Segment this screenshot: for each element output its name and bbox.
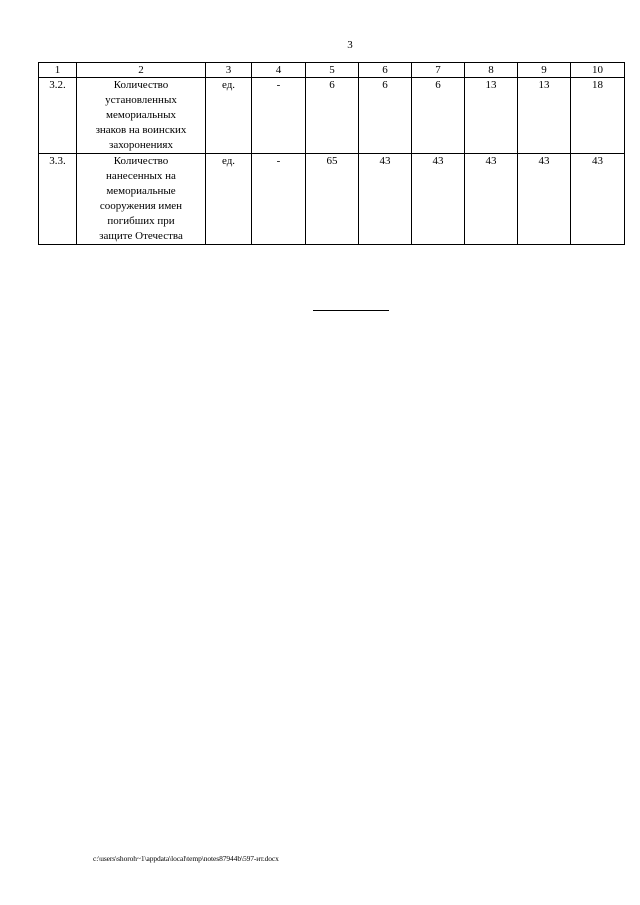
data-table <box>38 62 625 245</box>
row-number: 3.3. <box>39 154 77 245</box>
table-row <box>39 78 625 154</box>
unit-cell: ед. <box>206 78 252 154</box>
value-cell: 43 <box>412 154 465 245</box>
description-line: знаков на воинских <box>95 124 187 136</box>
value-cell: 65 <box>306 154 359 245</box>
column-number: 8 <box>465 63 518 78</box>
value-cell: 43 <box>518 154 571 245</box>
column-number: 9 <box>518 63 571 78</box>
row-number: 3.2. <box>39 78 77 154</box>
value-cell: 18 <box>571 78 625 154</box>
unit-cell: ед. <box>206 154 252 245</box>
footer-file-path: c:\users\shoroh~1\appdata\local\temp\notes87944b\597-ит.docx <box>93 854 279 863</box>
description-line: Количество <box>113 155 169 167</box>
description-line: установленных <box>105 94 177 106</box>
column-number: 3 <box>206 63 252 78</box>
description-line: защите Отечества <box>99 230 183 242</box>
table-row <box>39 154 625 245</box>
value-cell: 43 <box>571 154 625 245</box>
description-line: нанесенных на <box>106 170 176 182</box>
indicator-description <box>77 154 206 245</box>
column-number: 5 <box>306 63 359 78</box>
description-line: мемориальных <box>106 109 176 121</box>
value-cell: 43 <box>359 154 412 245</box>
description-line: захоронениях <box>109 139 173 151</box>
description-line: мемориальные <box>106 185 176 197</box>
column-number: 1 <box>39 63 77 78</box>
end-divider-line <box>313 310 389 311</box>
indicator-description <box>77 78 206 154</box>
description-line: сооружения имен <box>99 200 183 212</box>
column-number: 6 <box>359 63 412 78</box>
column-number: 7 <box>412 63 465 78</box>
value-cell: 6 <box>306 78 359 154</box>
value-cell: 43 <box>465 154 518 245</box>
value-cell: 13 <box>465 78 518 154</box>
value-cell: 13 <box>518 78 571 154</box>
column-number: 10 <box>571 63 625 78</box>
table-header-row <box>39 63 625 78</box>
value-cell: - <box>252 154 306 245</box>
description-line: Количество <box>113 79 169 91</box>
description-line: погибших при <box>107 215 175 227</box>
column-number: 2 <box>77 63 206 78</box>
value-cell: - <box>252 78 306 154</box>
value-cell: 6 <box>359 78 412 154</box>
column-number: 4 <box>252 63 306 78</box>
value-cell: 6 <box>412 78 465 154</box>
page-number: 3 <box>347 39 353 51</box>
